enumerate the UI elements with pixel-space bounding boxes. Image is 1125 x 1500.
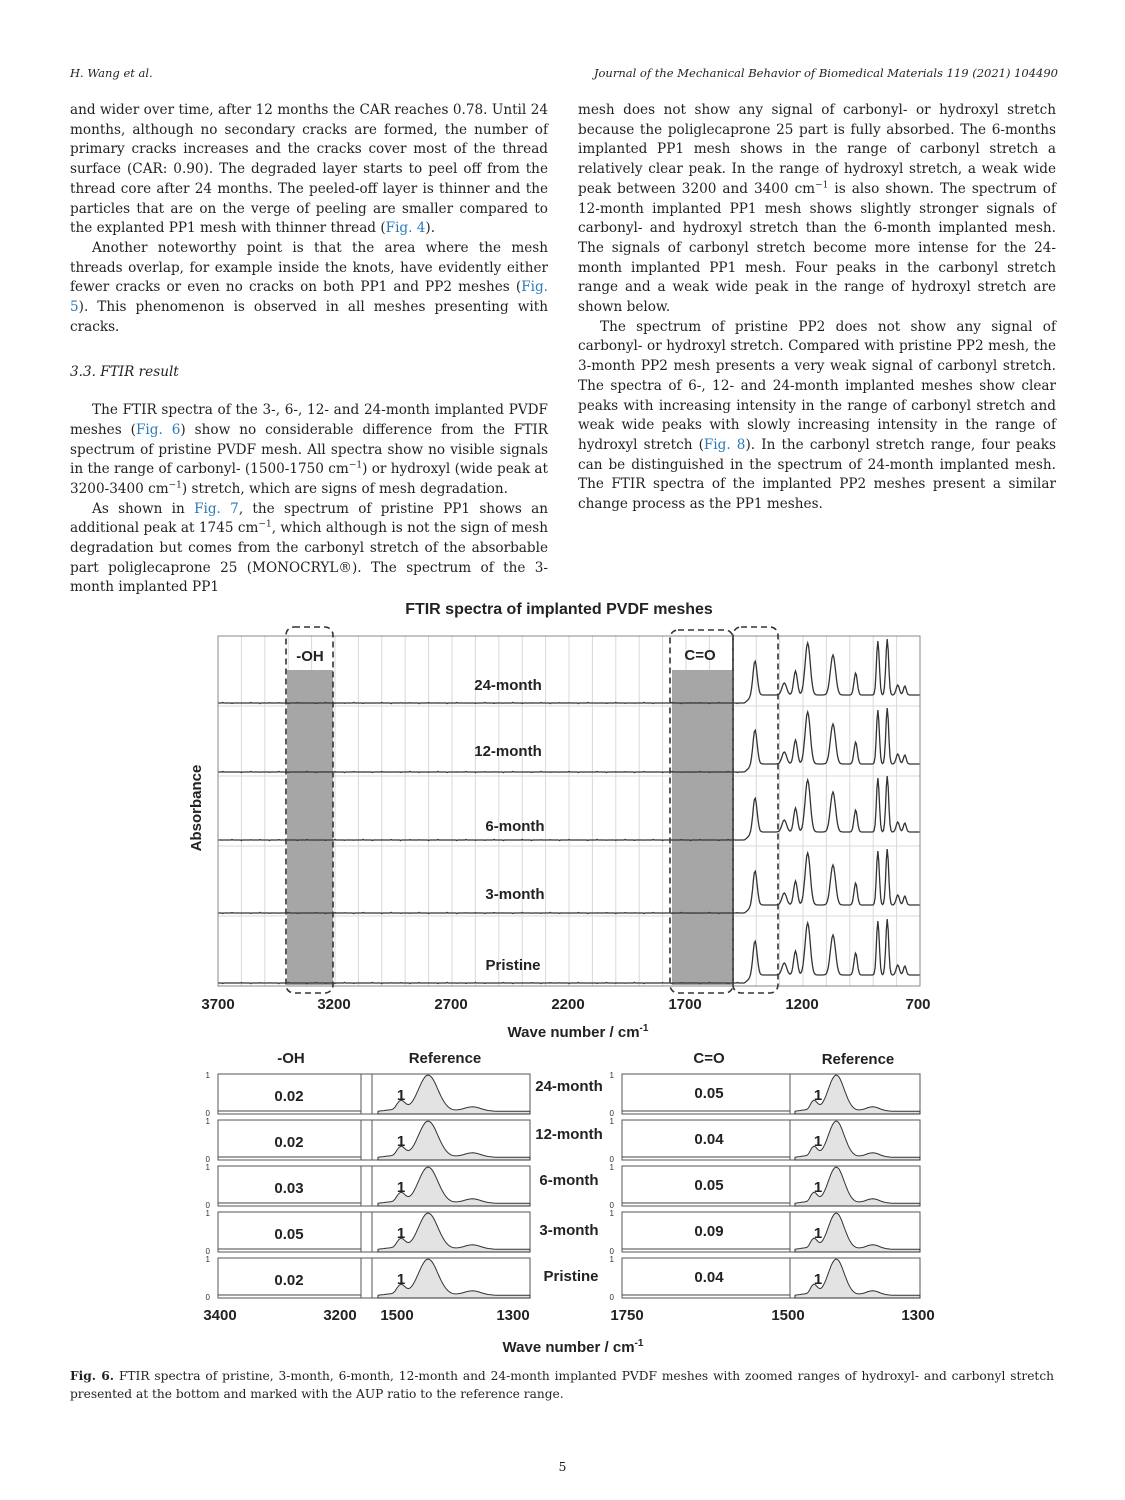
sample-label: Pristine <box>543 1268 599 1285</box>
caption-label: Fig. 6. <box>70 1369 115 1383</box>
figure-link[interactable]: Fig. 8 <box>703 436 746 453</box>
co-ratio-value: 0.04 <box>694 1269 724 1286</box>
sample-label: 12-month <box>535 1126 603 1143</box>
oh-ratio-value: 0.02 <box>274 1272 304 1289</box>
zoom-panel-frame <box>218 1166 530 1206</box>
x-tick-label: 3200 <box>317 996 351 1013</box>
x-tick-label: 1500 <box>380 1307 414 1324</box>
x-axis-label: Wave number / $cm^{-1}$ <box>502 1338 644 1356</box>
y-tick-label: 1 <box>609 1163 614 1172</box>
y-tick-label: 0 <box>609 1201 614 1210</box>
zoom-panel-frame <box>218 1212 530 1252</box>
running-header-authors: H. Wang et al. <box>70 66 153 80</box>
reference-value: 1 <box>396 1271 406 1288</box>
x-tick-label: 1300 <box>496 1307 530 1324</box>
co-shaded-range <box>672 670 732 985</box>
left-column <box>70 101 548 598</box>
paragraph-text: ) stretch, which are signs of mesh degradation. <box>181 480 508 497</box>
reference-value: 1 <box>813 1133 823 1150</box>
right-column <box>578 101 1056 515</box>
y-tick-label: 0 <box>205 1247 210 1256</box>
y-axis-label: Absorbance <box>188 764 205 852</box>
paragraph-text: The FTIR spectra of the 3-, 6-, 12- and 24-month implanted PVDF meshes ( <box>70 402 548 438</box>
y-tick-label: 1 <box>205 1255 210 1264</box>
page-number: 5 <box>558 1459 567 1474</box>
y-tick-label: 0 <box>609 1247 614 1256</box>
zoom-panels <box>206 1071 920 1302</box>
y-tick-label: 1 <box>205 1117 210 1126</box>
section-heading: 3.3. FTIR result <box>70 364 179 381</box>
sample-label: 3-month <box>539 1222 599 1239</box>
superscript: −1 <box>815 180 829 191</box>
paragraph-text: is also shown. The spectrum of 12-month implanted PP1 mesh shows slightly stronger signals of carbonyl- and hydroxyl stretch than the 6-month implanted mesh. The signals of carbonyl stretch become more intense for the 24-month implanted PP1 mesh. Four peaks in the carbonyl stretch range and a weak wide peak in the range of hydroxyl stretch are shown below. <box>578 180 1056 316</box>
x-tick-label: 3400 <box>203 1307 237 1324</box>
figure-caption <box>70 1367 1054 1403</box>
paragraph-text: and wider over time, after 12 months the CAR reaches 0.78. Until 24 months, although no secondary cracks are formed, the number of primary cracks increases and the cracks cover most of the thread surface (CAR: 0.90). The degraded layer starts to peel off from the thread core after 24 months. The peeled-off layer is thinner and the particles that are on the verge of peeling are smaller compared to the explanted PP1 mesh with thinner thread ( <box>70 102 548 237</box>
reference-value: 1 <box>396 1179 406 1196</box>
x-tick-label: 2200 <box>551 996 585 1013</box>
y-tick-label: 1 <box>609 1071 614 1080</box>
reference-value: 1 <box>396 1087 406 1104</box>
y-tick-label: 0 <box>205 1201 210 1210</box>
paragraph-text: The spectrum of pristine PP2 does not show any signal of carbonyl- or hydroxyl stretch. Compared with pristine PP2 mesh, the 3-month PP2 mesh presents a very weak signal of carbonyl stretch. The spectra of 6-, 12- and 24-month implanted meshes show clear peaks with increasing intensity in the range of carbonyl stretch and weak wide peaks with slowly increasing intensity in the range of hydroxyl stretch ( <box>578 318 1056 453</box>
paragraph-text: , which although is not the sign of mesh degradation but comes from the carbonyl stretch of the absorbable part poliglecaprone 25 (MONOCRYL®). The spectrum of the 3-month implanted PP1 <box>70 520 548 596</box>
paragraph <box>70 500 548 599</box>
y-tick-label: 0 <box>609 1155 614 1164</box>
y-tick-label: 1 <box>205 1163 210 1172</box>
paragraph-text: Another noteworthy point is that the area where the mesh threads overlap, for example inside the knots, have evidently either fewer cracks or even no cracks on both PP1 and PP2 meshes ( <box>70 239 548 296</box>
oh-shaded-range <box>287 670 333 985</box>
paragraph-text: ) show no considerable difference from the FTIR spectrum of pristine PVDF mesh. All spectra show no visible signals in the range of carbonyl- (1500-1750 cm <box>70 421 549 478</box>
sample-label: 24-month <box>474 677 542 694</box>
x-tick-label: 1200 <box>785 996 819 1013</box>
co-ratio-value: 0.05 <box>694 1177 724 1194</box>
figure-link[interactable]: Fig. 4 <box>385 220 426 237</box>
paragraph-text: ) or hydroxyl (wide peak at 3200-3400 cm <box>70 461 548 497</box>
y-tick-label: 0 <box>205 1155 210 1164</box>
paragraph-text: , the spectrum of pristine PP1 shows an additional peak at 1745 cm <box>70 500 549 537</box>
paragraph-text: As shown in <box>92 500 195 517</box>
sample-label: 6-month <box>485 818 545 835</box>
co-ratio-value: 0.09 <box>694 1223 724 1240</box>
y-tick-label: 1 <box>609 1255 614 1264</box>
paragraph-text: ). <box>425 220 436 237</box>
oh-box-label: -OH <box>296 648 324 665</box>
superscript: −1 <box>168 480 182 491</box>
y-tick-label: 1 <box>205 1071 210 1080</box>
x-tick-label: 1700 <box>668 996 702 1013</box>
paragraph-text: ). In the carbonyl stretch range, four peaks can be distinguished in the spectrum of 24-month implanted mesh. The FTIR spectra of the implanted PP2 meshes present a similar change process as the PP1 meshes. <box>578 436 1056 513</box>
co-ratio-value: 0.04 <box>694 1131 724 1148</box>
co-ratio-value: 0.05 <box>694 1085 724 1102</box>
paragraph-text: ). This phenomenon is observed in all meshes presenting with cracks. <box>70 299 548 335</box>
paragraph <box>70 239 548 338</box>
reference-value: 1 <box>813 1225 823 1242</box>
zoom-panel-frame <box>218 1120 530 1160</box>
sample-label: 24-month <box>535 1078 603 1095</box>
x-tick-label: 1300 <box>901 1307 935 1324</box>
oh-ratio-value: 0.02 <box>274 1134 304 1151</box>
panel-header-oh: -OH <box>277 1050 305 1067</box>
paragraph <box>70 401 548 500</box>
reference-value: 1 <box>396 1133 406 1150</box>
ftir-figure <box>0 590 1125 1360</box>
y-tick-label: 0 <box>609 1293 614 1302</box>
y-tick-label: 0 <box>205 1109 210 1118</box>
co-box-label: C=O <box>684 647 716 664</box>
x-tick-label: 3700 <box>201 996 235 1013</box>
sample-label: 6-month <box>539 1172 599 1189</box>
sample-label: 3-month <box>485 886 545 903</box>
running-header-journal: Journal of the Mechanical Behavior of Biomedical Materials 119 (2021) 104490 <box>593 66 1058 80</box>
x-tick-label: 700 <box>905 996 931 1013</box>
superscript: −1 <box>258 519 272 530</box>
y-tick-label: 1 <box>205 1209 210 1218</box>
oh-ratio-value: 0.03 <box>274 1180 304 1197</box>
sample-label: Pristine <box>485 957 541 974</box>
reference-value: 1 <box>813 1271 823 1288</box>
panel-header-reference: Reference <box>821 1051 895 1068</box>
figure-link[interactable]: Fig. 5 <box>70 279 548 316</box>
x-axis-label: Wave number / $cm^{-1}$ <box>507 1023 649 1041</box>
reference-value: 1 <box>813 1087 823 1104</box>
panel-header-co: C=O <box>693 1050 725 1067</box>
oh-ratio-value: 0.05 <box>274 1226 304 1243</box>
zoom-panel-frame <box>218 1074 530 1114</box>
y-tick-label: 1 <box>609 1209 614 1218</box>
paragraph <box>70 101 548 239</box>
paragraph <box>578 101 1056 318</box>
x-tick-label: 2700 <box>434 996 468 1013</box>
figure-link[interactable]: Fig. 7 <box>194 500 239 517</box>
paragraph-text: mesh does not show any signal of carbonyl- or hydroxyl stretch because the poliglecaprone 25 part is fully absorbed. The 6-months implanted PP1 mesh shows in the range of carbonyl stretch a relatively clear peak. In the range of hydroxyl stretch, a weak wide peak between 3200 and 3400 cm <box>578 102 1056 197</box>
reference-value: 1 <box>396 1225 406 1242</box>
y-tick-label: 1 <box>609 1117 614 1126</box>
x-tick-label: 1750 <box>610 1307 644 1324</box>
chart-title: FTIR spectra of implanted PVDF meshes <box>405 601 713 618</box>
x-tick-label: 3200 <box>323 1307 357 1324</box>
caption-text: FTIR spectra of pristine, 3-month, 6-month, 12-month and 24-month implanted PVDF meshes with zoomed ranges of hydroxyl- and carbonyl stretch presented at the bottom and marked with the AUP ratio to the reference range. <box>70 1369 1054 1401</box>
reference-dashed-box <box>733 627 778 993</box>
figure-link[interactable]: Fig. 6 <box>135 421 181 438</box>
oh-ratio-value: 0.02 <box>274 1088 304 1105</box>
y-tick-label: 0 <box>609 1109 614 1118</box>
sample-label: 12-month <box>474 743 542 760</box>
reference-value: 1 <box>813 1179 823 1196</box>
y-tick-label: 0 <box>205 1293 210 1302</box>
superscript: −1 <box>348 460 363 471</box>
x-tick-label: 1500 <box>771 1307 805 1324</box>
zoom-panel-frame <box>218 1258 530 1298</box>
paragraph <box>578 318 1056 515</box>
panel-header-reference: Reference <box>408 1050 482 1067</box>
